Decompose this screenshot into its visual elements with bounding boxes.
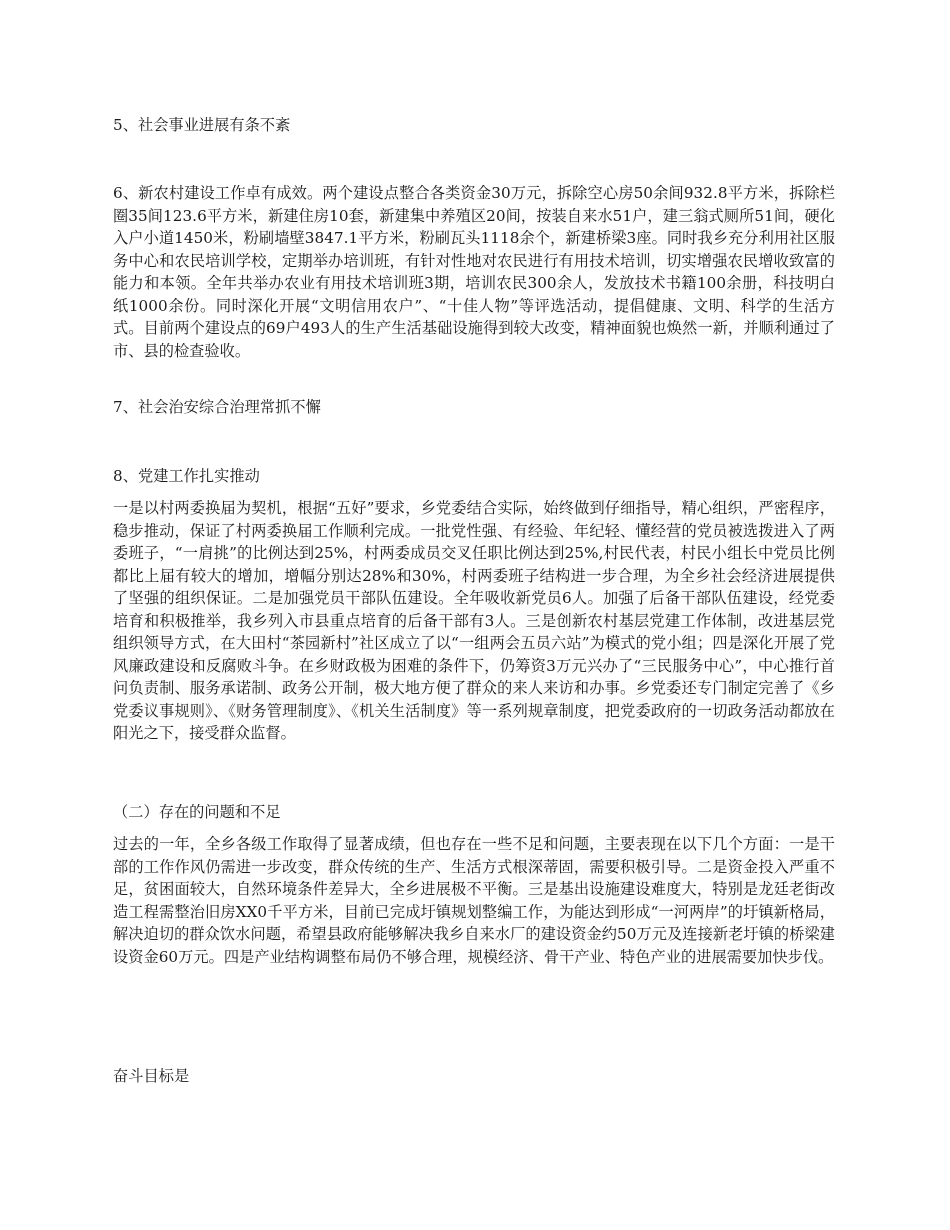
paragraph-party-building: 一是以村两委换届为契机，根据“五好”要求，乡党委结合实际，始终做到仔细指导，精心组织，严密程序，稳步推动，保证了村两委换届工作顺利完成。一批党性强、有经验、年纪轻、懂经营的党员被选拨进入了两委班子，“一肩挑”的比例达到25%，村两委成员交叉任职比例达到25%,村民代表，村民小组长中党员比例都比上届有较大的增加，增幅分别达28%和30%，村两委班子结构进一步合理，为全乡社会经济进展提供了坚强的组织保证。二是加强党员干部队伍建设。全年吸收新党员6人。加强了后备干部队伍建设，经党委培育和积极推举，我乡列入市县重点培育的后备干部有3人。三是创新农村基层党建工作体制，改进基层党组织领导方式，在大田村“茶园新村”社区成立了以“一组两会五员六站”为模式的党小组；四是深化开展了党风廉政建设和反腐败斗争。在乡财政极为困难的条件下，仍筹资3万元兴办了“三民服务中心”，中心推行首问负责制、服务承诺制、政务公开制，极大地方便了群众的来人来访和办事。乡党委还专门制定完善了《乡党委议事规则》、《财务管理制度》、《机关生活制度》等一系列规章制度，把党委政府的一切政务活动都放在阳光之下，接受群众监督。	[113, 499, 835, 742]
section-heading-8: 8、党建工作扎实推动	[113, 467, 260, 485]
section-heading-goal: 奋斗目标是	[113, 1067, 190, 1085]
section-heading-7: 7、社会治安综合治理常抓不懈	[113, 398, 321, 416]
paragraph-problems: 过去的一年，全乡各级工作取得了显著成绩，但也存在一些不足和问题，主要表现在以下几个方面：一是干部的工作作风仍需进一步改变，群众传统的生产、生活方式根深蒂固，需要积极引导。二是资金投入严重不足，贫困面较大，自然环境条件差异大，全乡进展极不平衡。三是基出设施建设难度大，特别是龙廷老街改造工程需整治旧房XX0千平方米，目前已完成圩镇规划整编工作，为能达到形成“一河两岸”的圩镇新格局，解决迫切的群众饮水问题，希望县政府能够解决我乡自来水厂的建设资金约50万元及连接新老圩镇的桥梁建设资金60万元。四是产业结构调整布局仍不够合理，规模经济、骨干产业、特色产业的进展需要加快步伐。	[113, 835, 835, 966]
section-heading-5: 5、社会事业进展有条不紊	[113, 116, 291, 134]
section-heading-problems: （二）存在的问题和不足	[113, 803, 281, 821]
paragraph-new-countryside: 6、新农村建设工作卓有成效。两个建设点整合各类资金30万元，拆除空心房50余间932.8平方米，拆除栏圈35间123.6平方米，新建住房10套，新建集中养殖区20间，按装自来水51户，建三翁式厕所51间，硬化入户小道1450米，粉刷墙壁3847.1平方米，粉刷瓦头1118余个，新建桥梁3座。同时我乡充分利用社区服务中心和农民培训学校，定期举办培训班，有针对性地对农民进行有用技术培训，切实增强农民增收致富的能力和本领。全年共举办农业有用技术培训班3期，培训农民300余人，发放技术书籍100余册，科技明白纸1000余份。同时深化开展“文明信用农户”、“十佳人物”等评选活动，提倡健康、文明、科学的生活方式。目前两个建设点的69户493人的生产生活基础设施得到较大改变，精神面貌也焕然一新，并顺利通过了市、县的检查验收。	[113, 184, 835, 360]
